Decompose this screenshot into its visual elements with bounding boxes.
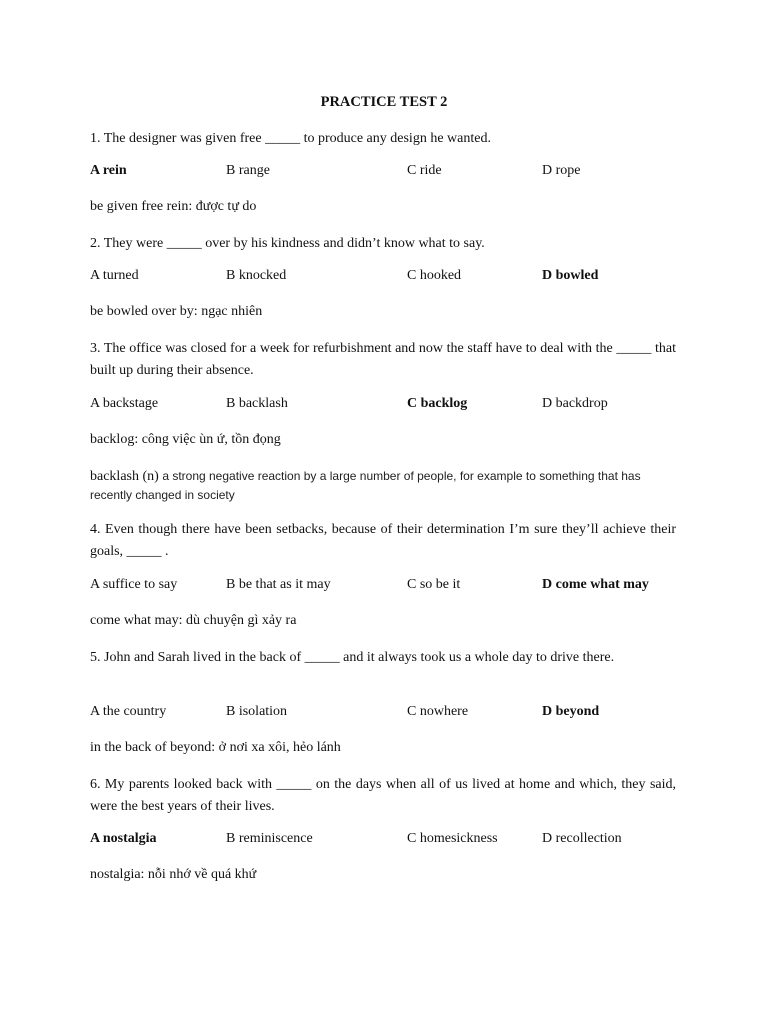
page-title: PRACTICE TEST 2 bbox=[320, 94, 448, 110]
option-c: C backlog bbox=[407, 396, 468, 411]
question-1-options bbox=[90, 163, 690, 183]
question-2-text: 2. They were _____ over by his kindness and didn’t know what to say. bbox=[90, 236, 485, 251]
question-4-options bbox=[90, 577, 690, 597]
question-6-options bbox=[90, 831, 690, 851]
question-6-text: 6. My parents looked back with _____ on the days when all of us lived at home and which, they said, were the best years of their lives. bbox=[90, 777, 676, 814]
question-5-options bbox=[90, 704, 690, 724]
option-c: C homesickness bbox=[407, 831, 498, 846]
question-1-text: 1. The designer was given free _____ to produce any design he wanted. bbox=[90, 131, 491, 146]
option-d: D backdrop bbox=[542, 396, 608, 411]
option-a: A backstage bbox=[90, 396, 159, 411]
question-5-note: in the back of beyond: ở nơi xa xôi, hẻo lánh bbox=[90, 740, 341, 755]
option-d: D come what may bbox=[542, 577, 649, 592]
option-a: A nostalgia bbox=[90, 831, 157, 846]
question-4-text: 4. Even though there have been setbacks, because of their determination I’m sure they’ll achieve their goals, _____ . bbox=[90, 522, 676, 559]
question-5-text: 5. John and Sarah lived in the back of _____ and it always took us a whole day to drive there. bbox=[90, 650, 615, 665]
option-a: A suffice to say bbox=[90, 577, 178, 592]
option-a: A turned bbox=[90, 268, 139, 283]
option-b: B range bbox=[226, 163, 270, 178]
question-1-note: be given free rein: được tự do bbox=[90, 199, 257, 214]
option-a: A rein bbox=[90, 163, 127, 178]
question-4-note: come what may: dù chuyện gì xảy ra bbox=[90, 613, 297, 628]
extra-definition-text: a strong negative reaction by a large number of people, for example to something that has recently changed in society bbox=[90, 469, 641, 502]
option-b: B be that as it may bbox=[226, 577, 331, 592]
option-c: C ride bbox=[407, 163, 442, 178]
option-c: C so be it bbox=[407, 577, 461, 592]
question-2-note: be bowled over by: ngạc nhiên bbox=[90, 304, 263, 319]
option-b: B knocked bbox=[226, 268, 287, 283]
option-b: B isolation bbox=[226, 704, 288, 719]
question-3-extra-definition bbox=[90, 467, 680, 505]
option-d: D bowled bbox=[542, 268, 599, 283]
question-2-options bbox=[90, 268, 690, 288]
option-b: B reminiscence bbox=[226, 831, 313, 846]
option-c: C nowhere bbox=[407, 704, 469, 719]
question-3-text: 3. The office was closed for a week for refurbishment and now the staff have to deal with the _____ that built up during their absence. bbox=[90, 341, 676, 378]
option-c: C hooked bbox=[407, 268, 462, 283]
option-b: B backlash bbox=[226, 396, 288, 411]
question-6-note: nostalgia: nỗi nhớ về quá khứ bbox=[90, 867, 257, 882]
question-3-note: backlog: công việc ùn ứ, tồn đọng bbox=[90, 432, 281, 447]
option-a: A the country bbox=[90, 704, 167, 719]
option-d: D beyond bbox=[542, 704, 600, 719]
option-d: D recollection bbox=[542, 831, 622, 846]
question-3-options bbox=[90, 396, 690, 416]
option-d: D rope bbox=[542, 163, 581, 178]
extra-term: backlash (n) bbox=[90, 469, 159, 484]
